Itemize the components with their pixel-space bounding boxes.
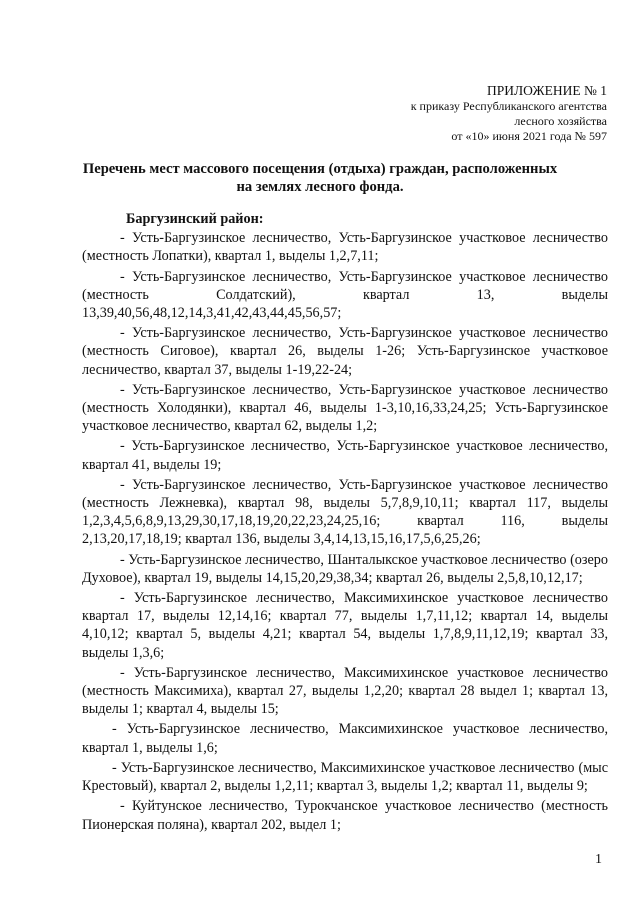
list-item: - Усть-Баргузинское лесничество, Усть-Баргузинское участковое лесничество (местность Лежневка), квартал 98, выделы 5,7,8,9,10,11; квартал 117, выделы 1,2,3,4,5,6,8,9,13,29,30,17,18,19,20,22,23,24,25,16; квартал 116, выделы 2,13,20,17,18,19; квартал 136, выделы 3,4,14,13,15,16,17,5,6,25,26; [82, 476, 608, 548]
appendix-order-line: к приказу Республиканского агентства [410, 99, 607, 113]
district-heading: Баргузинский район: [126, 211, 264, 227]
list-item: - Усть-Баргузинское лесничество, Усть-Баргузинское участковое лесничество (местность Сиговое), квартал 26, выделы 1-26; Усть-Баргузинское участковое лесничество, квартал 37, выделы 1-19,22-24; [82, 325, 608, 378]
title-line-1: Перечень мест массового посещения (отдыха) граждан, расположенных [82, 161, 558, 177]
list-item: - Усть-Баргузинское лесничество, Усть-Баргузинское участковое лесничество (местность Холодянки), квартал 46, выделы 1-3,10,16,33,24,25; Усть-Баргузинское участковое лесничество, квартал 62, выделы 1,2; [82, 381, 608, 435]
list-item: - Усть-Баргузинское лесничество, Максимихинское участковое лесничество, квартал 1, выделы 1,6; [82, 721, 608, 756]
document-body [82, 210, 608, 836]
list-item: - Усть-Баргузинское лесничество, Максимихинское участковое лесничество квартал 17, выделы 12,14,16; квартал 77, выделы 1,7,11,12; квартал 14, выделы 4,10,12; квартал 5, выделы 4,21; квартал 54, выделы 1,7,8,9,11,12,19; квартал 33, выделы 1,3,6; [82, 590, 608, 661]
appendix-date-line: от «10» июня 2021 года № 597 [451, 129, 607, 143]
document-title [60, 160, 580, 196]
list-item: - Усть-Баргузинское лесничество, Усть-Баргузинское участковое лесничество, квартал 41, выделы 19; [82, 438, 608, 473]
list-item: - Усть-Баргузинское лесничество, Шанталыкское участковое лесничество (озеро Духовое), квартал 19, выделы 14,15,20,29,38,34; квартал 26, выделы 2,5,8,10,12,17; [82, 551, 608, 586]
list-item: - Усть-Баргузинское лесничество, Максимихинское участковое лесничество (местность Максимиха), квартал 27, выделы 1,2,20; квартал 28 выдел 1; квартал 13, выделы 1; квартал 4, выделы 15; [82, 664, 608, 718]
list-item: - Усть-Баргузинское лесничество, Максимихинское участковое лесничество (мыс Крестовый), квартал 2, выделы 1,2,11; квартал 3, выделы 1,2; квартал 11, выделы 9; [82, 759, 608, 795]
title-line-2: на землях лесного фонда. [236, 179, 404, 195]
appendix-title: ПРИЛОЖЕНИЕ № 1 [486, 83, 607, 98]
page-number: 1 [595, 852, 602, 867]
appendix-header [411, 82, 607, 144]
list-item: - Усть-Баргузинское лесничество, Усть-Баргузинское участковое лесничество (местность Солдатский), квартал 13, выделы 13,39,40,56,48,12,14,3,41,42,43,44,45,56,57; [82, 268, 608, 322]
list-item: - Куйтунское лесничество, Турокчанское участковое лесничество (местность Пионерская поляна), квартал 202, выдел 1; [82, 798, 608, 833]
appendix-agency-line: лесного хозяйства [514, 114, 607, 128]
list-item: - Усть-Баргузинское лесничество, Усть-Баргузинское участковое лесничество (местность Лопатки), квартал 1, выделы 1,2,7,11; [82, 230, 608, 265]
